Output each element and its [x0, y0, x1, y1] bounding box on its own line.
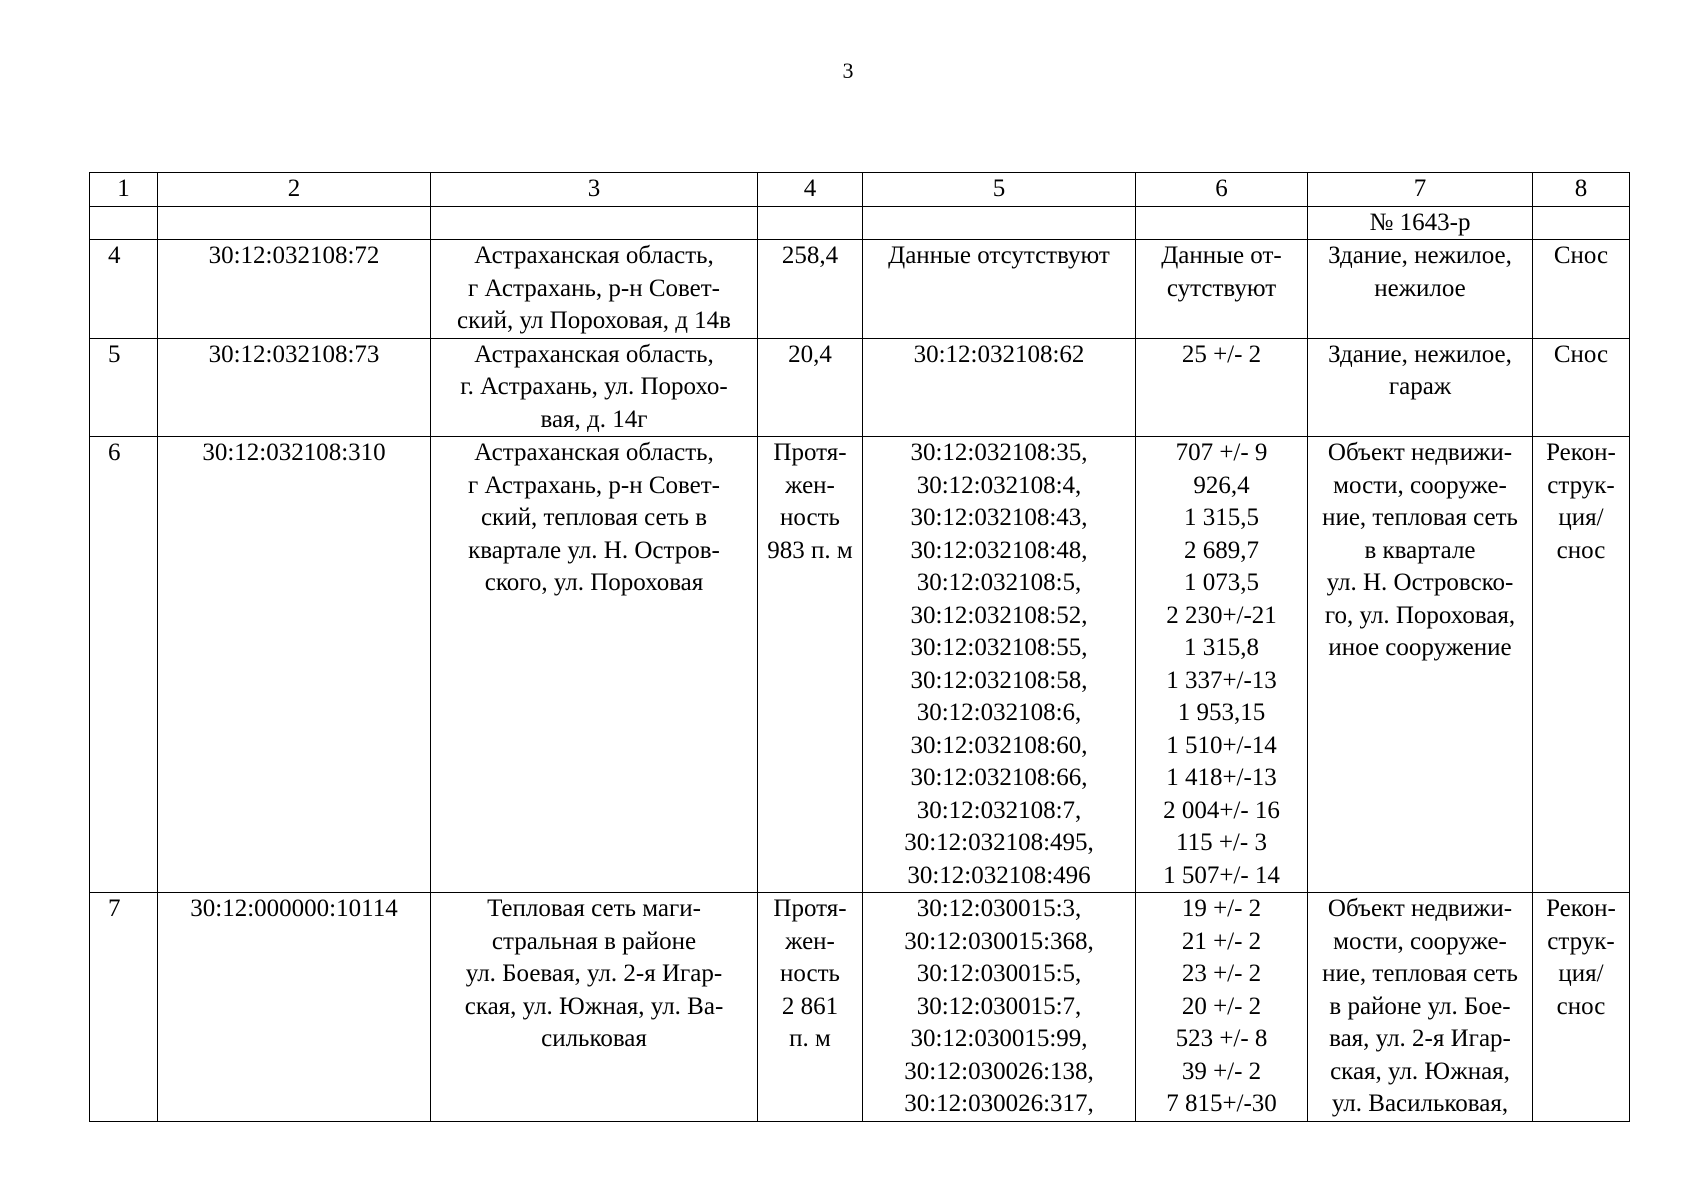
cell-line: 30:12:032108:66, [910, 764, 1088, 791]
description-cell [1308, 893, 1533, 1122]
cadastral-number-cell: 30:12:000000:10114 [158, 893, 431, 1122]
column-number: 4 [758, 173, 863, 207]
cell-line: 258,4 [781, 242, 839, 269]
cell-line: 30:12:032108:6, [916, 699, 1082, 726]
empty-cell [431, 206, 758, 240]
cell-line: 39 +/- 2 [1181, 1057, 1262, 1085]
description-cell [1308, 240, 1533, 339]
cell-line: 1 337+/-13 [1166, 666, 1277, 694]
cell-line: ние, тепловая сеть [1322, 504, 1518, 531]
action-cell [1533, 437, 1630, 893]
cell-line: ул. Васильковая, [1331, 1090, 1509, 1117]
cell-line: 7 815+/-30 [1166, 1090, 1277, 1117]
cell-line: квартале ул. Н. Остров- [468, 536, 720, 564]
cell-line: 23 +/- 2 [1181, 960, 1262, 987]
table-row [90, 338, 1630, 437]
cell-line: 30:12:032108:35, [910, 439, 1088, 466]
cell-line: Рекон- [1546, 439, 1616, 466]
cell-line: Объект недвижи- [1327, 439, 1513, 466]
cell-line: 30:12:032108:48, [910, 536, 1088, 564]
cell-line: ского, ул. Пороховая [484, 569, 704, 596]
cell-line: 30:12:032108:496 [907, 861, 1091, 889]
cell-line: г Астрахань, р-н Совет- [467, 471, 721, 499]
column-number: 2 [158, 173, 431, 207]
cell-line: 30:12:030015:7, [916, 992, 1082, 1020]
cell-line: 2 004+/- 16 [1163, 796, 1280, 824]
cell-line: Протя- [773, 439, 847, 466]
cell-line: 30:12:030015:99, [910, 1025, 1088, 1052]
cell-line: 30:12:032108:58, [910, 666, 1088, 694]
cell-line: гараж [1388, 373, 1452, 400]
parcels-cell [863, 437, 1136, 893]
cell-line: 1 953,15 [1177, 699, 1266, 726]
cell-line: 2 861 [781, 992, 839, 1020]
column-number: 5 [863, 173, 1136, 207]
cell-line: Здание, нежилое, [1328, 340, 1512, 368]
cell-line: Снос [1553, 340, 1609, 368]
cell-line: 1 073,5 [1184, 569, 1259, 596]
address-cell [431, 893, 758, 1122]
cell-line: снос [1556, 536, 1606, 564]
cell-line: 20 +/- 2 [1181, 992, 1262, 1020]
address-cell [431, 338, 758, 437]
cell-line: г. Астрахань, ул. Порохо- [460, 373, 728, 400]
cell-line: ние, тепловая сеть [1322, 960, 1518, 987]
cell-line: Астраханская область, [474, 242, 714, 269]
parcel-areas-cell [1136, 240, 1308, 339]
cell-line: Астраханская область, [474, 340, 714, 368]
cell-line: Астраханская область, [474, 439, 714, 466]
empty-cell [863, 206, 1136, 240]
cell-line: ул. Н. Островско- [1326, 569, 1514, 596]
cell-line: 30:12:032108:495, [904, 829, 1094, 856]
cell-line: сутствуют [1166, 274, 1277, 302]
cell-line: г Астрахань, р-н Совет- [467, 274, 721, 302]
cell-line: го, ул. Пороховая, [1324, 601, 1516, 629]
cell-line: Данные отсутствуют [888, 242, 1110, 269]
cell-line: в квартале [1364, 536, 1476, 564]
cell-line: стральная в районе [491, 927, 697, 955]
parcels-cell [863, 893, 1136, 1122]
row-number-cell: 4 [90, 240, 158, 339]
cell-line: ция/ [1558, 960, 1604, 987]
action-cell [1533, 240, 1630, 339]
column-number: 7 [1308, 173, 1533, 207]
cell-line: жен- [785, 471, 835, 499]
cell-line: струк- [1547, 471, 1615, 499]
cell-line: 1 418+/-13 [1166, 764, 1277, 791]
cell-line: Снос [1553, 242, 1609, 269]
cell-line: мости, сооруже- [1333, 927, 1507, 955]
cell-line: Рекон- [1546, 895, 1616, 922]
cell-line: 1 507+/- 14 [1163, 861, 1280, 889]
column-number: 8 [1533, 173, 1630, 207]
cell-line: снос [1556, 992, 1606, 1020]
parcels-cell [863, 240, 1136, 339]
cell-line: вая, д. 14г [540, 405, 648, 433]
order-number: № 1643-р [1308, 206, 1533, 240]
cell-line: 21 +/- 2 [1181, 927, 1262, 955]
cell-line: 30:12:030026:317, [904, 1090, 1094, 1117]
cell-line: 19 +/- 2 [1181, 895, 1262, 922]
table-row [90, 893, 1630, 1122]
area-cell [758, 240, 863, 339]
cell-line: Данные от- [1161, 242, 1282, 269]
cell-line: Здание, нежилое, [1328, 242, 1512, 269]
cell-line: 20,4 [788, 340, 832, 368]
cell-line: 1 315,8 [1184, 634, 1259, 661]
cell-line: 30:12:032108:52, [910, 601, 1088, 629]
cell-line: 707 +/- 9 [1175, 439, 1268, 466]
action-cell [1533, 893, 1630, 1122]
row-number-cell: 6 [90, 437, 158, 893]
cell-line: ская, ул. Южная, ул. Ва- [464, 992, 724, 1020]
cell-line: нежилое [1374, 274, 1466, 302]
column-number: 3 [431, 173, 758, 207]
cell-line: 2 689,7 [1184, 536, 1259, 564]
column-number: 1 [90, 173, 158, 207]
cell-line: 30:12:030015:5, [916, 960, 1082, 987]
cell-line: 30:12:032108:43, [910, 504, 1088, 531]
cell-line: в районе ул. Бое- [1329, 992, 1511, 1020]
area-cell [758, 893, 863, 1122]
cell-line: Протя- [773, 895, 847, 922]
cell-line: п. м [789, 1025, 831, 1052]
cell-line: 30:12:032108:7, [916, 796, 1082, 824]
cell-line: 25 +/- 2 [1181, 340, 1262, 368]
cell-line: 926,4 [1193, 471, 1250, 499]
empty-cell [758, 206, 863, 240]
empty-cell [90, 206, 158, 240]
cell-line: ция/ [1558, 504, 1604, 531]
action-cell [1533, 338, 1630, 437]
page-number: 3 [842, 58, 854, 83]
cell-line: иное сооружение [1328, 634, 1512, 661]
cell-line: ность [780, 960, 840, 987]
cell-line: 523 +/- 8 [1175, 1025, 1268, 1052]
cell-line: сильковая [541, 1025, 647, 1052]
cell-line: 30:12:030026:138, [904, 1057, 1094, 1085]
column-number: 6 [1136, 173, 1308, 207]
cell-line: 30:12:032108:5, [916, 569, 1082, 596]
cadastral-number-cell: 30:12:032108:73 [158, 338, 431, 437]
cell-line: Тепловая сеть маги- [487, 895, 701, 922]
order-number-row [90, 206, 1630, 240]
cell-line: 30:12:032108:55, [910, 634, 1088, 661]
area-cell [758, 338, 863, 437]
cell-line: ул. Боевая, ул. 2-я Игар- [465, 960, 723, 987]
address-cell [431, 240, 758, 339]
cell-line: жен- [785, 927, 835, 955]
empty-cell [1533, 206, 1630, 240]
empty-cell [1136, 206, 1308, 240]
cell-line: ский, тепловая сеть в [480, 504, 708, 531]
column-numbers-row [90, 173, 1630, 207]
cadastral-number-cell: 30:12:032108:72 [158, 240, 431, 339]
cell-line: 30:12:032108:4, [916, 471, 1082, 499]
cell-line: 30:12:030015:3, [916, 895, 1082, 922]
address-cell [431, 437, 758, 893]
cell-line: 1 510+/-14 [1166, 731, 1277, 759]
cell-line: мости, сооруже- [1333, 471, 1507, 499]
table-row [90, 240, 1630, 339]
parcel-areas-cell [1136, 893, 1308, 1122]
cell-line: 30:12:032108:62 [913, 340, 1085, 368]
table-row [90, 437, 1630, 893]
area-cell [758, 437, 863, 893]
cell-line: 983 п. м [767, 536, 853, 564]
parcels-cell [863, 338, 1136, 437]
cadastral-number-cell: 30:12:032108:310 [158, 437, 431, 893]
cell-line: 115 +/- 3 [1176, 829, 1267, 856]
row-number-cell: 7 [90, 893, 158, 1122]
cell-line: струк- [1547, 927, 1615, 955]
cell-line: вая, ул. 2-я Игар- [1329, 1025, 1511, 1052]
parcel-areas-cell [1136, 338, 1308, 437]
row-number-cell: 5 [90, 338, 158, 437]
cell-line: 30:12:030015:368, [904, 927, 1094, 955]
cell-line: 1 315,5 [1184, 504, 1259, 531]
cell-line: 30:12:032108:60, [910, 731, 1088, 759]
cell-line: Объект недвижи- [1327, 895, 1513, 922]
cell-line: 2 230+/-21 [1166, 601, 1277, 629]
description-cell [1308, 437, 1533, 893]
objects-table [89, 172, 1630, 1122]
parcel-areas-cell [1136, 437, 1308, 893]
empty-cell [158, 206, 431, 240]
cell-line: ская, ул. Южная, [1330, 1057, 1510, 1085]
description-cell [1308, 338, 1533, 437]
cell-line: ность [780, 504, 840, 531]
cell-line: ский, ул Пороховая, д 14в [457, 307, 731, 334]
